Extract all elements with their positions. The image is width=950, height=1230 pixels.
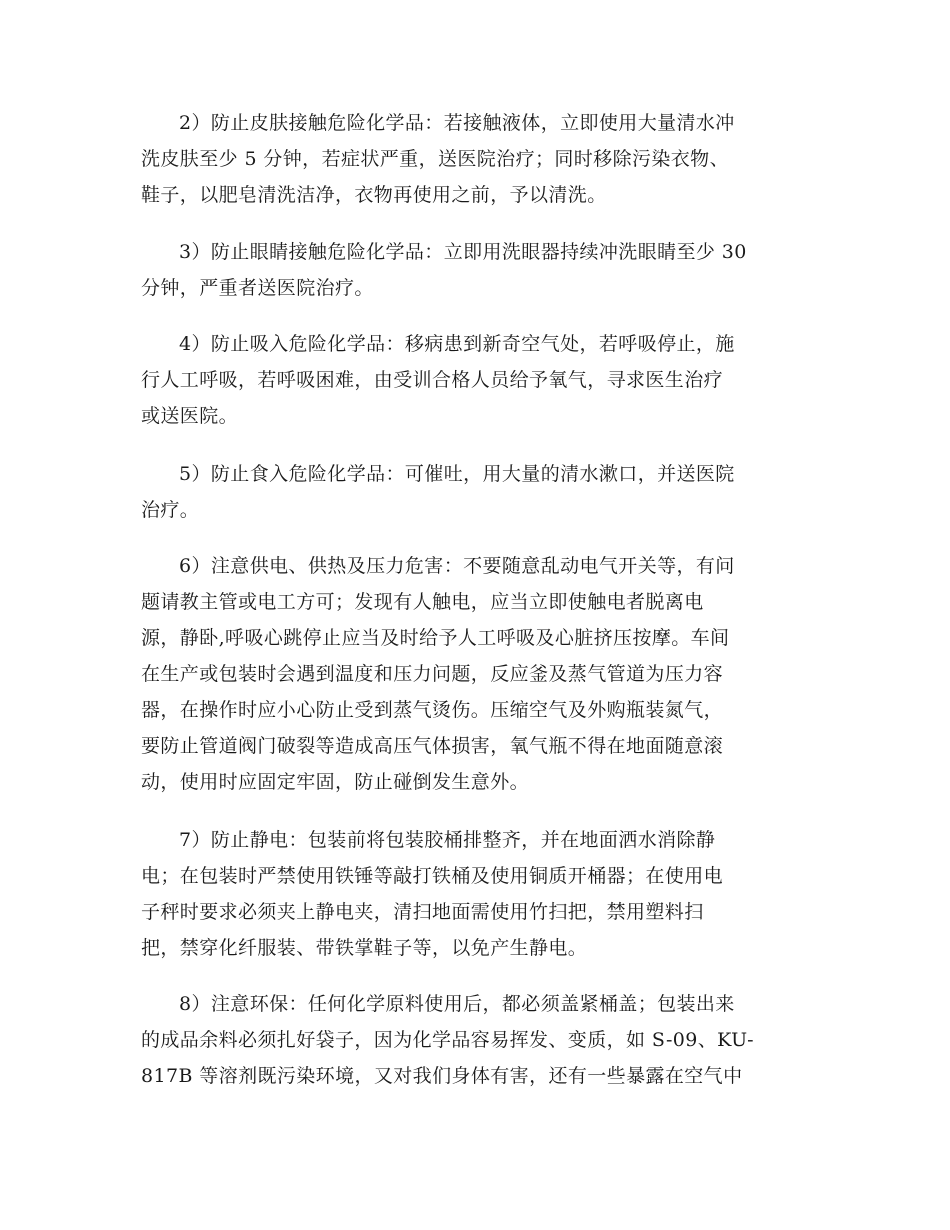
text-line: 6）注意供电、供热及压力危害：不要随意乱动电气开关等，有问 [179, 555, 735, 577]
text-line: 鞋子，以肥皂清洗洁净，衣物再使用之前，予以清洗。 [141, 184, 607, 206]
text-line: 817B 等溶剂既污染环境，又对我们身体有害，还有一些暴露在空气中 [141, 1065, 743, 1087]
text-line: 子秤时要求必须夹上静电夹，清扫地面需使用竹扫把，禁用塑料扫 [141, 901, 704, 923]
paragraph-skin-contact [141, 105, 816, 213]
text-line: 把，禁穿化纤服装、带铁掌鞋子等，以免产生静电。 [141, 937, 588, 959]
text-line: 5）防止食入危险化学品：可催吐，用大量的清水漱口，并送医院 [179, 463, 735, 485]
text-line: 3）防止眼睛接触危险化学品：立即用洗眼器持续冲洗眼睛至少 30 [179, 241, 747, 263]
text-line: 的成品余料必须扎好袋子，因为化学品容易挥发、变质，如 S-09、KU- [141, 1029, 754, 1051]
text-line: 动，使用时应固定牢固，防止碰倒发生意外。 [141, 771, 530, 793]
text-line: 分钟，严重者送医院治疗。 [141, 277, 374, 299]
text-line: 治疗。 [141, 499, 200, 521]
text-line: 洗皮肤至少 5 分钟，若症状严重，送医院治疗；同时移除污染衣物、 [141, 148, 729, 170]
text-line: 或送医院。 [141, 405, 239, 427]
paragraph-power-heat-pressure [141, 548, 816, 800]
text-line: 8）注意环保：任何化学原料使用后，都必须盖紧桶盖；包装出来 [179, 993, 735, 1015]
text-line: 源，静卧,呼吸心跳停止应当及时给予人工呼吸及心脏挤压按摩。车间 [141, 627, 730, 649]
text-line: 电；在包装时严禁使用铁锤等敲打铁桶及使用铜质开桶器；在使用电 [141, 865, 724, 887]
text-line: 行人工呼吸，若呼吸困难，由受训合格人员给予氧气，寻求医生治疗 [141, 369, 724, 391]
text-line: 2）防止皮肤接触危险化学品：若接触液体，立即使用大量清水冲 [179, 112, 735, 134]
paragraph-static [141, 822, 816, 966]
text-line: 器，在操作时应小心防止受到蒸气烫伤。压缩空气及外购瓶装氮气， [141, 699, 724, 721]
paragraph-environmental [141, 986, 816, 1094]
text-line: 在生产或包装时会遇到温度和压力问题，反应釜及蒸气管道为压力容 [141, 663, 724, 685]
text-line: 7）防止静电：包装前将包装胶桶排整齐，并在地面洒水消除静 [179, 829, 716, 851]
text-line: 题请教主管或电工方可；发现有人触电，应当立即使触电者脱离电 [141, 591, 704, 613]
paragraph-inhalation [141, 326, 816, 434]
paragraph-eye-contact [141, 234, 816, 306]
text-line: 4）防止吸入危险化学品：移病患到新奇空气处，若呼吸停止，施 [179, 333, 735, 355]
paragraph-ingestion [141, 456, 816, 528]
text-line: 要防止管道阀门破裂等造成高压气体损害，氧气瓶不得在地面随意滚 [141, 735, 724, 757]
